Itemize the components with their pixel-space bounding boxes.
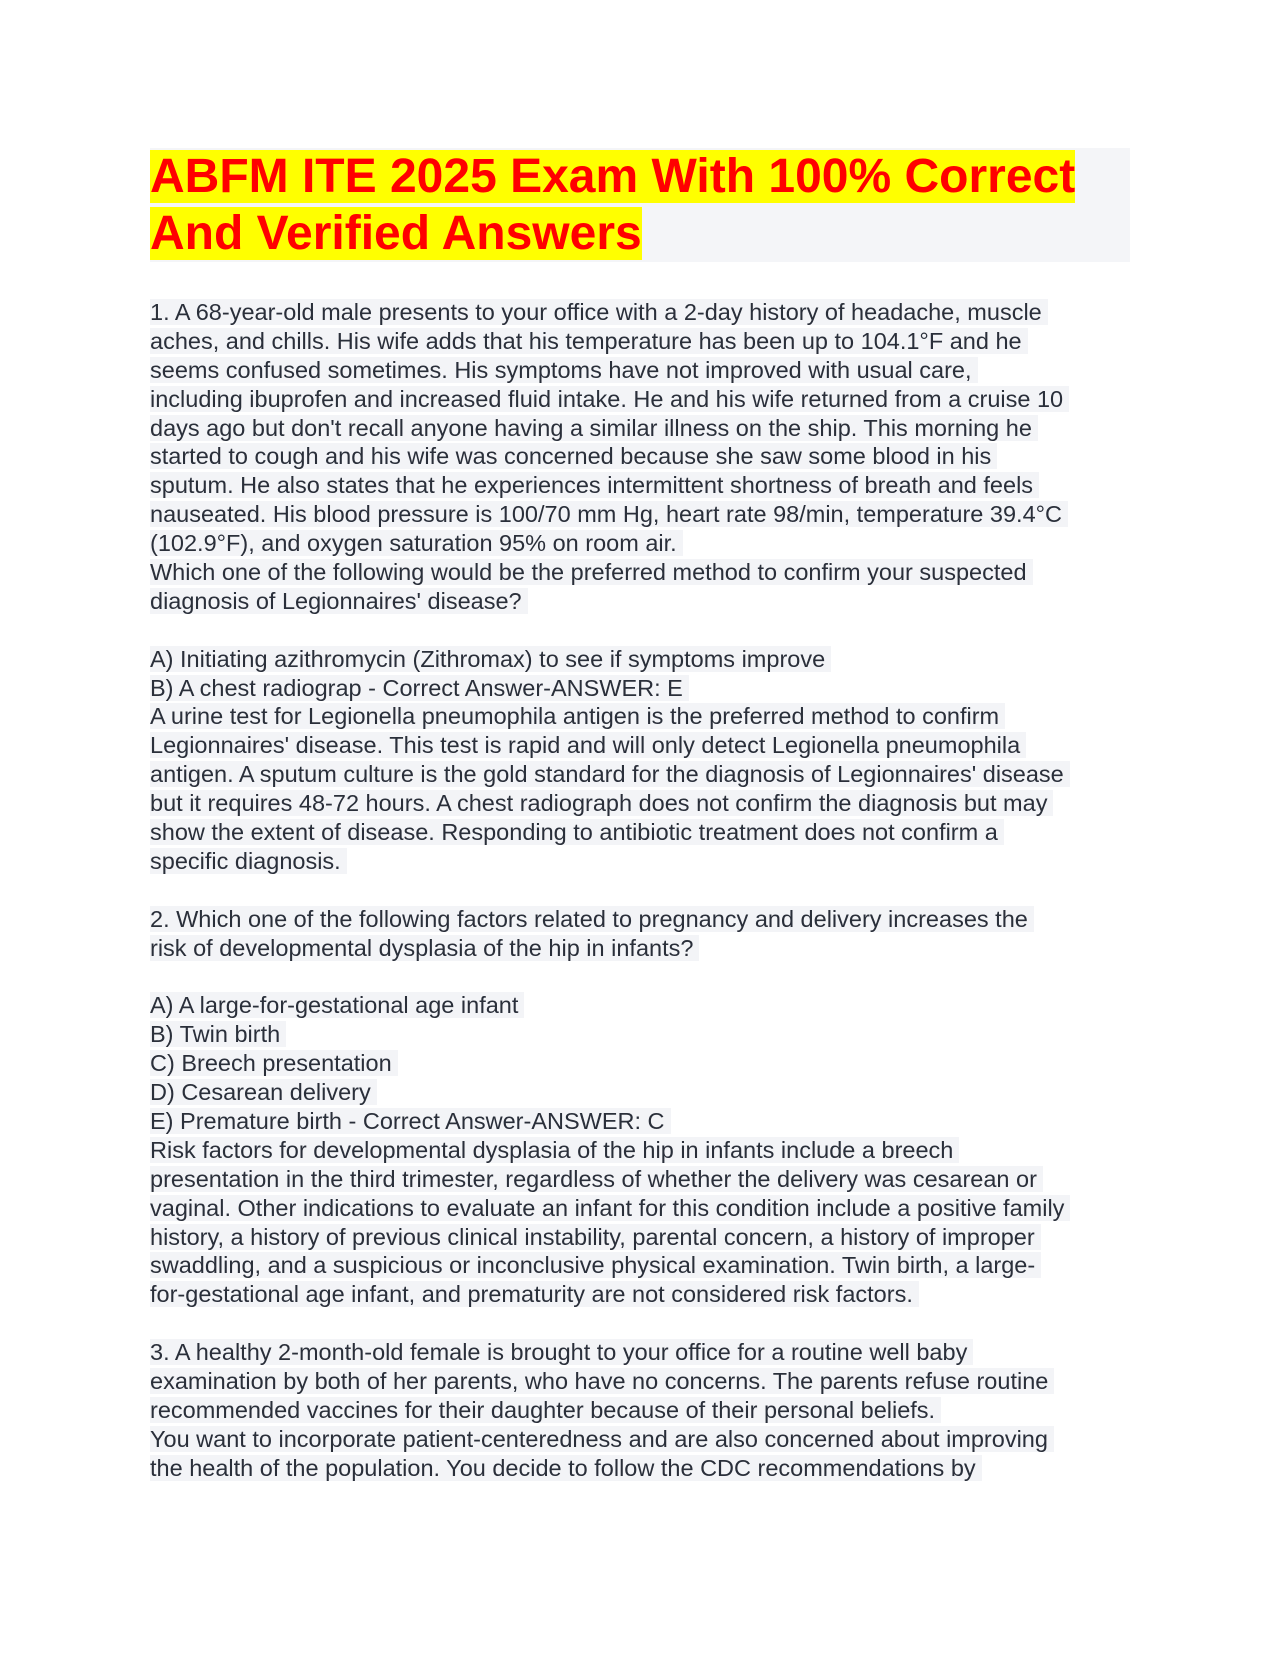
explanation-line: swaddling, and a suspicious or inconclusive physical examination. Twin birth, a large-	[150, 1251, 1130, 1280]
question-text-line: 3. A healthy 2-month-old female is brought to your office for a routine well baby	[150, 1338, 1130, 1367]
question-text-line: days ago but don't recall anyone having a similar illness on the ship. This morning he	[150, 414, 1130, 443]
question-text-line: 2. Which one of the following factors related to pregnancy and delivery increases the	[150, 905, 1130, 934]
spacer	[150, 962, 1130, 991]
answer-option: B) Twin birth	[150, 1020, 1130, 1049]
answer-option: D) Cesarean delivery	[150, 1078, 1130, 1107]
question-3	[150, 1338, 1130, 1482]
question-1	[150, 298, 1130, 876]
question-text-line: including ibuprofen and increased fluid intake. He and his wife returned from a cruise 10	[150, 385, 1130, 414]
explanation-line: A urine test for Legionella pneumophila antigen is the preferred method to confirm	[150, 702, 1130, 731]
question-text-line: sputum. He also states that he experiences intermittent shortness of breath and feels	[150, 471, 1130, 500]
explanation-line: antigen. A sputum culture is the gold standard for the diagnosis of Legionnaires' disease	[150, 760, 1130, 789]
spacer	[150, 616, 1130, 645]
answer-option: A) A large-for-gestational age infant	[150, 991, 1130, 1020]
question-text-line: seems confused sometimes. His symptoms have not improved with usual care,	[150, 356, 1130, 385]
question-text-line: recommended vaccines for their daughter because of their personal beliefs.	[150, 1396, 1130, 1425]
explanation-line: history, a history of previous clinical instability, parental concern, a history of improper	[150, 1223, 1130, 1252]
answer-option: E) Premature birth - Correct Answer-ANSWER: C	[150, 1107, 1130, 1136]
explanation-line: show the extent of disease. Responding to antibiotic treatment does not confirm a	[150, 818, 1130, 847]
question-text-line: the health of the population. You decide to follow the CDC recommendations by	[150, 1454, 1130, 1483]
question-text-line: aches, and chills. His wife adds that his temperature has been up to 104.1°F and he	[150, 327, 1130, 356]
answer-option: B) A chest radiograp - Correct Answer-ANSWER: E	[150, 674, 1130, 703]
explanation-line: for-gestational age infant, and prematurity are not considered risk factors.	[150, 1280, 1130, 1309]
explanation-line: presentation in the third trimester, regardless of whether the delivery was cesarean or	[150, 1165, 1130, 1194]
question-text-line: started to cough and his wife was concerned because she saw some blood in his	[150, 442, 1130, 471]
answer-option: A) Initiating azithromycin (Zithromax) to see if symptoms improve	[150, 645, 1130, 674]
question-text-line: examination by both of her parents, who have no concerns. The parents refuse routine	[150, 1367, 1130, 1396]
document-body	[150, 298, 1130, 1483]
document-page	[150, 148, 1130, 1483]
title-line-1: ABFM ITE 2025 Exam With 100% Correct	[150, 150, 1076, 203]
question-text-line: Which one of the following would be the preferred method to confirm your suspected	[150, 558, 1130, 587]
question-text-line: nauseated. His blood pressure is 100/70 mm Hg, heart rate 98/min, temperature 39.4°C	[150, 500, 1130, 529]
explanation-line: but it requires 48-72 hours. A chest radiograph does not confirm the diagnosis but may	[150, 789, 1130, 818]
title-line-2: And Verified Answers	[150, 207, 642, 260]
explanation-line: specific diagnosis.	[150, 847, 1130, 876]
question-text-line: risk of developmental dysplasia of the hip in infants?	[150, 934, 1130, 963]
explanation-line: Legionnaires' disease. This test is rapid and will only detect Legionella pneumophila	[150, 731, 1130, 760]
explanation-line: vaginal. Other indications to evaluate an infant for this condition include a positive family	[150, 1194, 1130, 1223]
spacer	[150, 876, 1130, 905]
question-text-line: You want to incorporate patient-centeredness and are also concerned about improving	[150, 1425, 1130, 1454]
spacer	[150, 1309, 1130, 1338]
answer-option: C) Breech presentation	[150, 1049, 1130, 1078]
question-text-line: (102.9°F), and oxygen saturation 95% on room air.	[150, 529, 1130, 558]
explanation-line: Risk factors for developmental dysplasia of the hip in infants include a breech	[150, 1136, 1130, 1165]
document-title	[150, 148, 1130, 262]
question-2	[150, 905, 1130, 1309]
question-text-line: diagnosis of Legionnaires' disease?	[150, 587, 1130, 616]
question-text-line: 1. A 68-year-old male presents to your office with a 2-day history of headache, muscle	[150, 298, 1130, 327]
